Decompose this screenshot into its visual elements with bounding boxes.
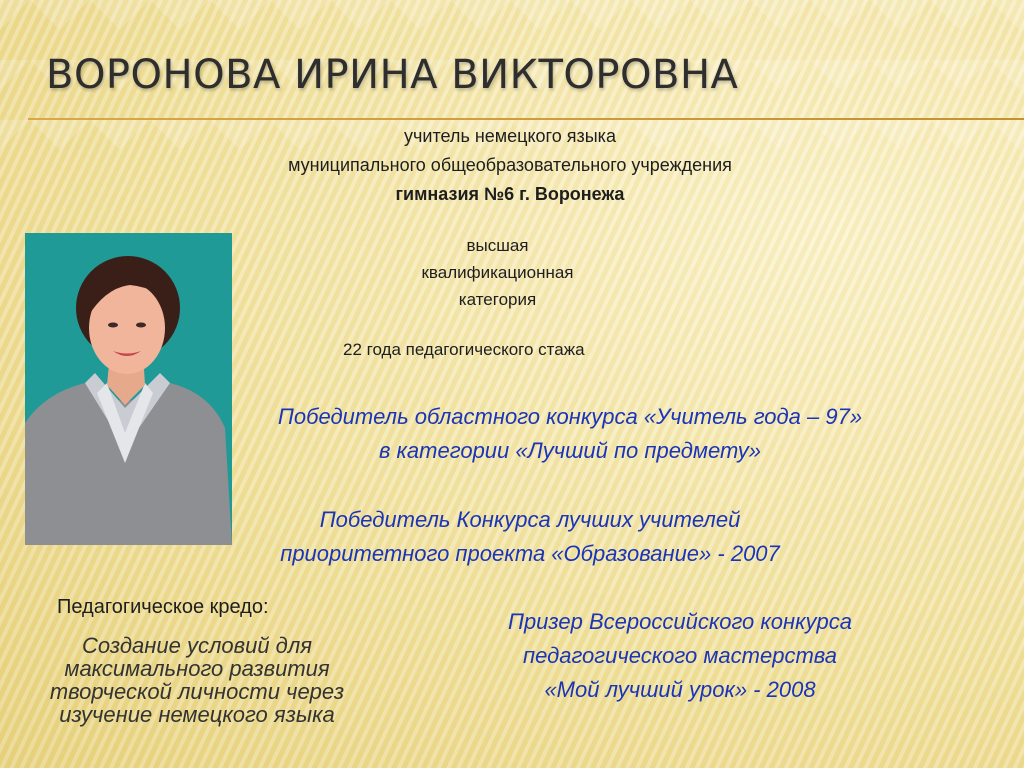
school-line: гимназия №6 г. Воронежа [395,184,625,204]
institution-line: муниципального общеобразовательного учреждения [288,155,732,175]
portrait-illustration [25,233,232,545]
award-line: Призер Всероссийского конкурса [508,609,852,634]
credo-line: изучение немецкого языка [59,702,335,727]
award-line: Победитель Конкурса лучших учителей [319,507,741,532]
teaching-experience: 22 года педагогического стажа [343,340,585,359]
category-line: высшая [466,236,529,255]
credo-line: Создание условий для [82,633,312,658]
category-line: категория [458,290,537,309]
award-best-lesson [450,605,910,707]
award-line: педагогического мастерства [522,643,838,668]
award-line: приоритетного проекта «Образование» - 2007 [280,541,780,566]
credo-statement [22,634,372,726]
slide-title: ВОРОНОВА ИРИНА ВИКТОРОВНА [46,52,739,98]
category-line: квалификационная [421,263,574,282]
award-best-teachers [235,503,825,571]
award-line: в категории «Лучший по предмету» [378,438,762,463]
award-teacher-of-year [240,400,900,468]
credo-line: максимального развития [64,656,330,681]
title-divider [28,118,1024,120]
job-title-line: учитель немецкого языка [404,126,616,146]
award-line: Победитель областного конкурса «Учитель года – 97» [277,404,863,429]
credo-heading: Педагогическое кредо: [57,596,269,618]
teacher-portrait-photo [25,233,232,545]
award-line: «Мой лучший урок» - 2008 [544,677,816,702]
qualification-category [380,232,615,313]
job-description [200,122,820,209]
credo-line: творческой личности через [49,679,345,704]
